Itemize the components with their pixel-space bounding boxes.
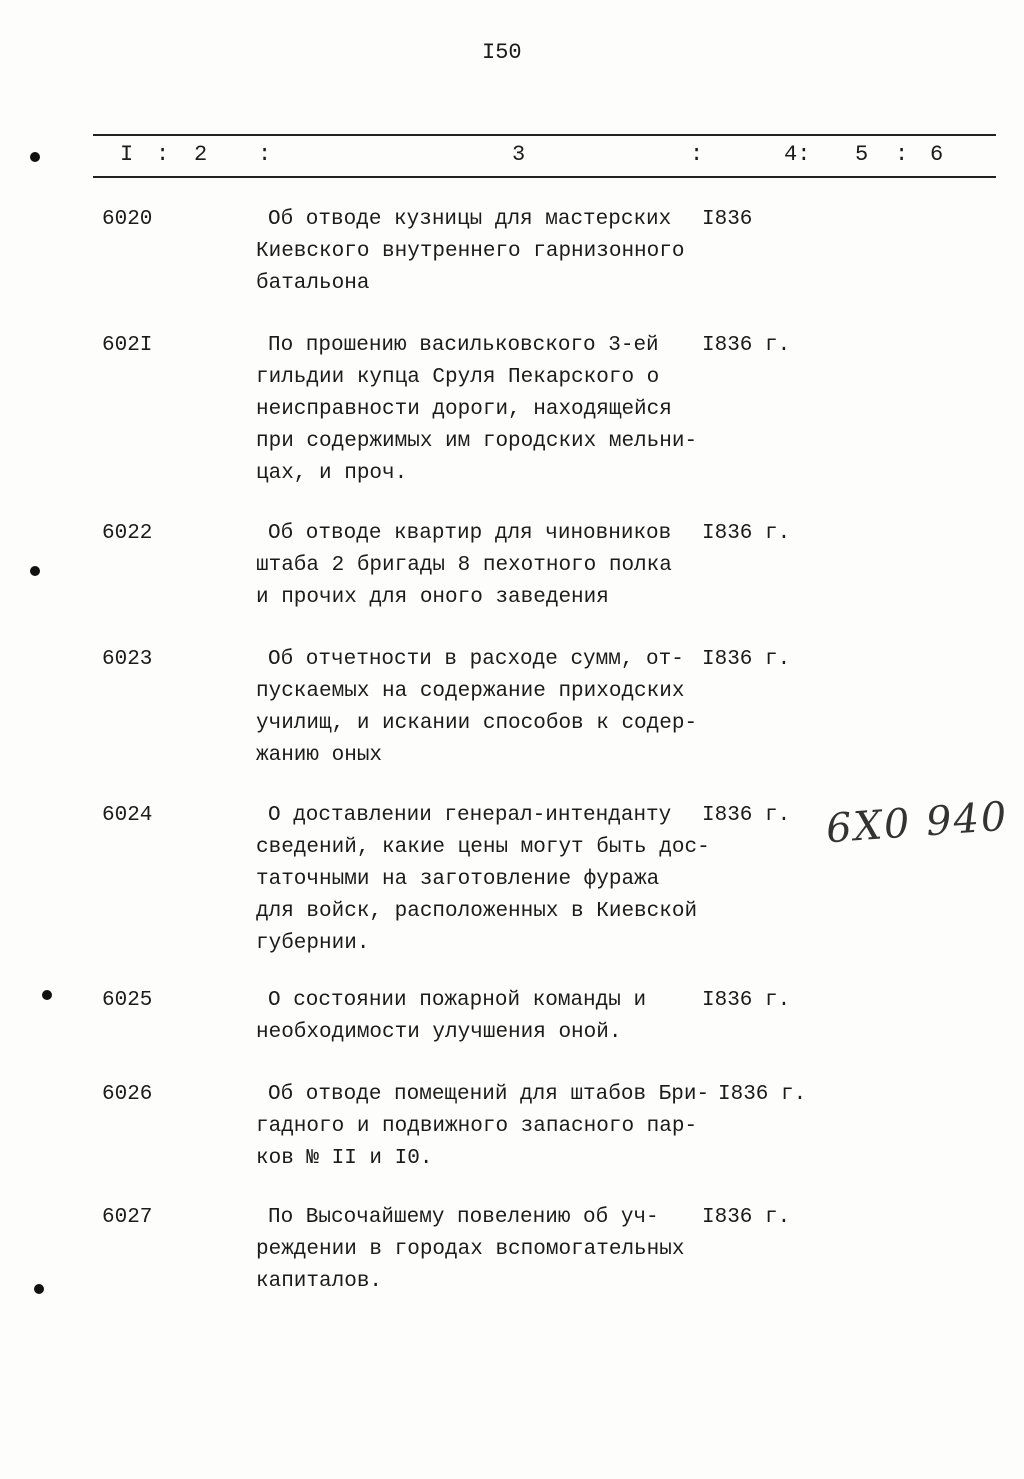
description-line: реждении в городах вспомогательных [256, 1238, 685, 1261]
description-line: Об отводе квартир для чиновников [268, 522, 672, 545]
entry-number: 6026 [102, 1083, 153, 1106]
entry-number: 6025 [102, 989, 153, 1012]
description-line: По прошению васильковского 3-ей [268, 334, 659, 357]
header-top-rule [93, 134, 996, 136]
entry-year: I836 г. [702, 804, 791, 827]
column-1: I [120, 142, 134, 167]
description-line: О состоянии пожарной команды и [268, 989, 647, 1012]
description-line: гадного и подвижного запасного пар- [256, 1115, 698, 1138]
description-line: таточными на заготовление фуража [256, 868, 660, 891]
description-line: Об отводе помещений для штабов Бри- [268, 1083, 710, 1106]
description-line: ков № II и I0. [256, 1147, 433, 1170]
entry-year: I836 г. [702, 648, 791, 671]
entry-description [256, 800, 710, 960]
description-line: О доставлении генерал-интенданту [268, 804, 672, 827]
punch-hole-mark [42, 990, 52, 1000]
column-5: 5 [855, 142, 869, 167]
description-line: Киевского внутреннего гарнизонного [256, 240, 685, 263]
page-number: I50 [482, 40, 522, 65]
description-line: жанию оных [256, 744, 383, 767]
column-sep: : [258, 142, 272, 167]
column-6: 6 [930, 142, 944, 167]
description-line: гильдии купца Сруля Пекарского о [256, 366, 660, 389]
entry-number: 6023 [102, 648, 153, 671]
entry-number: 602I [102, 334, 153, 357]
entry-number: 6022 [102, 522, 153, 545]
column-2: 2 [194, 142, 208, 167]
description-line: штаба 2 бригады 8 пехотного полка [256, 554, 672, 577]
entry-description [256, 204, 684, 300]
entry-description [256, 1202, 684, 1298]
description-line: батальона [256, 272, 370, 295]
column-sep: : [895, 142, 909, 167]
description-line: цах, и проч. [256, 462, 408, 485]
description-line: училищ, и искании способов к содер- [256, 712, 698, 735]
description-line: капиталов. [256, 1270, 383, 1293]
entry-number: 6024 [102, 804, 153, 827]
description-line: необходимости улучшения оной. [256, 1021, 622, 1044]
description-line: и прочих для оного заведения [256, 586, 609, 609]
entry-year: I836 г. [718, 1083, 807, 1106]
description-line: неисправности дороги, находящейся [256, 398, 672, 421]
column-4: 4: [784, 142, 811, 167]
entry-number: 6020 [102, 208, 153, 231]
description-line: Об отчетности в расходе сумм, от- [268, 648, 684, 671]
entry-year: I836 г. [702, 334, 791, 357]
entry-description [256, 518, 672, 614]
description-line: при содержимых им городских мельни- [256, 430, 698, 453]
description-line: По Высочайшему повелению об уч- [268, 1206, 659, 1229]
description-line: Об отводе кузницы для мастерских [268, 208, 672, 231]
entry-year: I836 [702, 208, 753, 231]
punch-hole-mark [34, 1284, 44, 1294]
entry-year: I836 г. [702, 989, 791, 1012]
punch-hole-mark [30, 566, 40, 576]
handwritten-note: 6Х0 940 [824, 793, 1010, 853]
punch-hole-mark [30, 152, 40, 162]
description-line: пускаемых на содержание приходских [256, 680, 685, 703]
description-line: для войск, расположенных в Киевской [256, 900, 698, 923]
header-bottom-rule [93, 176, 996, 178]
entry-description [256, 330, 697, 490]
column-sep: : [156, 142, 170, 167]
entry-year: I836 г. [702, 1206, 791, 1229]
entry-description [256, 1079, 709, 1175]
column-sep: : [690, 142, 704, 167]
entry-year: I836 г. [702, 522, 791, 545]
description-line: губернии. [256, 932, 370, 955]
column-header [0, 142, 1024, 172]
column-3: 3 [512, 142, 526, 167]
entry-description [256, 644, 697, 772]
entry-description [256, 985, 646, 1049]
entry-number: 6027 [102, 1206, 153, 1229]
description-line: сведений, какие цены могут быть дос- [256, 836, 710, 859]
